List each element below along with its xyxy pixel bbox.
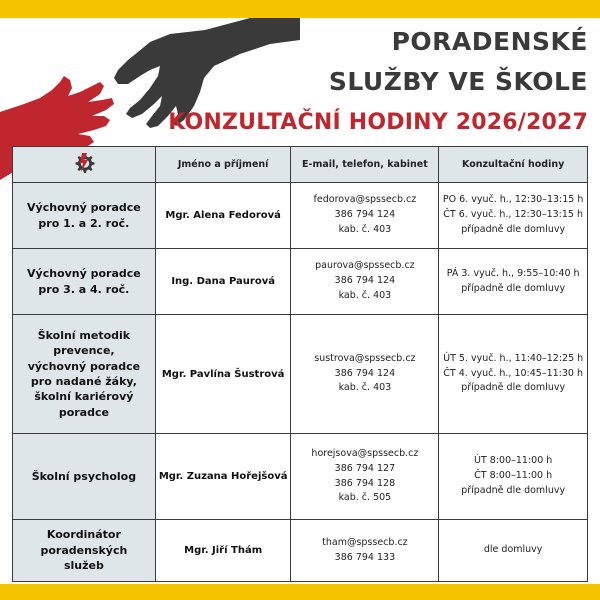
hours-cell (439, 315, 588, 434)
role-cell (13, 183, 156, 249)
table-header-row (13, 147, 588, 183)
email-text[interactable]: fedorova@spssecb.cz (313, 194, 417, 206)
subtitle: KONZULTAČNÍ HODINY 2026/2027 (168, 110, 588, 135)
phone-text: 386 794 127 (334, 462, 396, 474)
hours-line: dle domluvy (483, 544, 543, 556)
name-cell: Ing. Dana Paurová (155, 249, 291, 315)
contact-cell (291, 249, 439, 315)
hours-line: PO 6. vyuč. h., 12:30–13:15 h (442, 194, 584, 206)
hours-cell (439, 183, 588, 249)
hours-line: případně dle domluvy (461, 382, 566, 394)
hours-cell (439, 434, 588, 520)
column-header-contact: E-mail, telefon, kabinet (291, 147, 439, 183)
role-line: školní kariérový (34, 390, 134, 404)
role-line: výchovný poradce (27, 359, 141, 373)
table-row (13, 434, 588, 520)
office-text: kab. č. 505 (338, 492, 392, 504)
role-line: poradenských služeb (40, 543, 128, 573)
phone-text: 386 794 124 (334, 209, 396, 221)
column-header-name: Jméno a příjmení (155, 147, 291, 183)
hours-line: případně dle domluvy (461, 484, 566, 496)
hours-line: případně dle domluvy (461, 282, 566, 294)
role-line: Výchovný poradce (27, 267, 141, 281)
role-cell (13, 315, 156, 434)
consultation-table (12, 146, 588, 582)
hours-line: ČT 8:00–11:00 h (474, 470, 553, 482)
contact-cell (291, 183, 439, 249)
role-line: Školní psycholog (31, 469, 137, 483)
role-cell (13, 434, 156, 520)
office-text: kab. č. 403 (338, 223, 392, 235)
table-row (13, 183, 588, 249)
role-cell (13, 249, 156, 315)
table-row (13, 315, 588, 434)
name-cell: Mgr. Jiří Thám (155, 520, 291, 582)
role-line: Koordinátor (46, 528, 121, 542)
name-cell: Mgr. Pavlína Šustrová (155, 315, 291, 434)
phone-text: 386 794 124 (334, 275, 396, 287)
name-cell: Mgr. Alena Fedorová (155, 183, 291, 249)
hours-line: ÚT 5. vyuč. h., 11:40–12:25 h (443, 352, 584, 364)
gear-lightning-icon (73, 152, 95, 174)
office-text: kab. č. 403 (338, 289, 392, 301)
table-row (13, 249, 588, 315)
office-text: kab. č. 403 (338, 382, 392, 394)
hours-line: ÚT 8:00–11:00 h (474, 455, 553, 467)
role-line: poradce (58, 405, 109, 419)
logo-cell (13, 147, 156, 183)
hours-cell (439, 249, 588, 315)
phone-text: 386 794 128 (334, 477, 396, 489)
contact-cell (291, 520, 439, 582)
hours-line: ČT 4. vyuč. h., 10:45–11:30 h (443, 367, 583, 379)
contact-cell (291, 315, 439, 434)
email-text[interactable]: sustrova@spssecb.cz (314, 352, 416, 364)
table-row (13, 520, 588, 582)
email-text[interactable]: tham@spssecb.cz (322, 536, 408, 548)
role-cell (13, 520, 156, 582)
name-cell: Mgr. Zuzana Hořejšová (155, 434, 291, 520)
phone-text: 386 794 124 (334, 367, 396, 379)
title-line-1: PORADENSKÉ (391, 27, 588, 56)
contact-cell (291, 434, 439, 520)
email-text[interactable]: paurova@spssecb.cz (315, 260, 415, 272)
role-line: pro nadané žáky, (30, 375, 137, 388)
hours-line: ČT 6. vyuč. h., 12:30–13:15 h (443, 209, 583, 221)
phone-text: 386 794 133 (334, 551, 396, 563)
role-line: prevence, (53, 344, 115, 358)
role-line: pro 3. a 4. roč. (38, 282, 130, 296)
bottom-yellow-bar (0, 584, 600, 600)
hours-line: PÁ 3. vyuč. h., 9:55–10:40 h (446, 267, 580, 279)
role-line: Školní metodik (37, 328, 131, 342)
hours-line: případně dle domluvy (461, 223, 566, 235)
column-header-hours: Konzultační hodiny (439, 147, 588, 183)
role-line: Výchovný poradce (27, 201, 141, 215)
role-line: pro 1. a 2. roč. (38, 216, 130, 230)
email-text[interactable]: horejsova@spssecb.cz (311, 448, 419, 460)
hours-cell (439, 520, 588, 582)
title-line-2: SLUŽBY VE ŠKOLE (328, 67, 588, 96)
